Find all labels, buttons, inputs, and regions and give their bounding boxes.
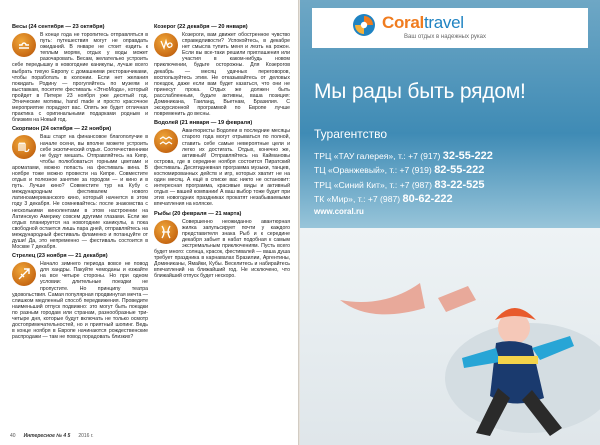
contact-number: 32-55-222 [442, 150, 493, 162]
snow-angel-photo [300, 228, 600, 445]
magazine-title: Интересное № 4 5 [23, 433, 71, 439]
entry-title: Водолей (21 января — 19 февраля) [154, 120, 253, 127]
entry-body: В конце года не торопитесь отправляться в путь: путешествия могут не оправдать ожиданий. В январе не стоит ездить к теплым морям, отдых у воды может разочаровать. Весам, желательно устроить себе передышку в новогодние каникулы, лучше всего выбрать тихую Европу с домашними ресторанчиками, чтобы поработать в колонии. Если нет желания покидать Родину — прогуляйтесь по музеям и выставкам, посетите фестиваль «ЭтноМода», который пройдет в Питере 23 ноября уже десятый год. Этнические мотивы, hand made и просто красочное мероприятие порадуют вас. Опять же будет отличная практика с оригинальными подарками родным и близким на Новый год. [12, 32, 148, 124]
contact-line [314, 163, 596, 177]
contact-line [314, 149, 596, 163]
entry-sagittarius [12, 253, 148, 340]
entry-libra [12, 24, 148, 123]
libra-sign-icon [12, 33, 36, 57]
pisces-sign-icon [154, 220, 178, 244]
ad-headline: Мы рады быть рядом! [314, 80, 526, 103]
entry-body: Козероги, вам движет обостренное чувство справедливости? Успокойтесь, в декабре нет смысла тупить меня и лезть на рожон. Если вы все-таки решили приглашения или участия в каком-нибудь новом приключении, будьте осторожны. Для Козерогов декабрь — месяц удачных переговоров, воспользуйтесь этим. Не отказывайтесь от деловых поездок, даже если вам будет казаться, что они не принесут прока. Отдых же должен быть расслабленным, будьте активны, ваша позиция: Доминикана, Таиланд, Вьетнам, Бразилия. С экскурсионной программой по Европе лучше повременить до весны. [154, 32, 290, 118]
coral-logo-icon [352, 13, 376, 37]
entry-body: Авантюристы Водолеи в последние месяцы старого года могут отрываться по полной, ставить себе самые невероятные цели и легко их достигать. Отдых, конечно же, активный! Отправляйтесь на Каймановы острова, где в середине ноября состоится Пиратский фестиваль. Десятидневная программа музыки, танцев, костюмированных действ и игр, которых хватит не на один месяц. А ещё в списке вас никто не остановит: интересная программа, красивые виды и активный отдых — вашей компании! А ваш выбор тоже будет при этих новогодних праздниках прокатят незабываемыми впечатления на коляске. [154, 128, 290, 208]
entry-pisces [154, 211, 290, 280]
contact-label: ТРЦ «ТАУ галерея», т.: +7 (917) [314, 151, 441, 161]
brand-name-bold: Coral [382, 13, 424, 32]
contact-line [314, 178, 596, 192]
contact-number: 82-55-222 [434, 164, 485, 177]
entry-title: Скорпион (24 октября — 22 ноября) [12, 126, 112, 133]
contact-number: 83-22-525 [434, 178, 485, 191]
ad-website: www.coral.ru [314, 207, 364, 216]
contact-line [314, 192, 596, 206]
entry-body: Ваш старт на финансовое благополучие в начале осени, вы вполне можете устроить себе экзотический отдых. Соотечественники не будут мешать. Отправляйтесь на Кипр, чтобы полюбоваться горными цветами и ароматами, можно попасть на фестиваль вина. В ноябре тоже можно провести на Кипре. Совместите отдых и полезное занятие за городом — и кино и в путь. Лучше кино? Совместите тур на Кубу с международным фестивалем нового латиноамериканского кино, который начнется в этом году 3 декабря. Не сомневайтесь: после знакомства с несколькими кинолентами в этом настроении на Латинскую Америку совсем другими глазами. Если же отдых планируется на новогодние каникулы, а пока свободной остается лишь пара дней, отправляйтесь на международный фестиваль фламенко и потанцуйте от души! Да, это непременно — фестиваль состоится в Москве 7 декабря. [12, 134, 148, 251]
entry-body: Совершенно неожиданно авантюрная жилка запульсирует почти у каждого представителя знака Рыб и к середине декабря забьет в набат подобная к самым экстремальным приключениям. Пусть всего будет много: солнца, красок, фестивалей — ваша душа требует праздника в карнавалах Бразилии, Аргентины, Доминиканы, Ямайки, Кубы. Веселитесь и набирайтесь впечатлений на ближайший год. Не исключено, что ближайший отпуск будет нескоро. [154, 218, 290, 280]
entry-aquarius [154, 120, 290, 207]
brand-name [382, 14, 464, 32]
brand-logo-bar [312, 8, 588, 48]
coral-travel-ad [300, 0, 600, 445]
entry-title: Весы (24 сентября — 23 октября) [12, 24, 105, 30]
contact-label: ТК «Мир», т.: +7 (987) [314, 194, 401, 205]
agency-contacts [314, 149, 596, 207]
horoscope-columns [12, 24, 290, 428]
entry-title: Стрелец (23 ноября — 21 декабря) [12, 253, 108, 260]
entry-scorpio [12, 126, 148, 250]
capricorn-sign-icon [154, 33, 178, 57]
entry-title: Рыбы (20 февраля — 21 марта) [154, 210, 242, 217]
page-footer [10, 433, 93, 439]
contact-label: ТЦ «Оранжевый», т.: +7 (919) [314, 165, 432, 176]
entry-body: Начало зимнего периода вовсе не повод для хандры. Пакуйте чемоданы и езжайте на все четыре стороны. Но при одном условии: длительные поездки не пропустите. Но принципу театра удовольствия. Самая популярная продвинутая мечта — слишком медленный способ передвижения. Проведите наименьший отпуск подвижно: это могут быть поездки по разным городам или странам, разнообразные три-четыре дня, которые будут включать не только осмотр достопримечательностей, но и приятный шопинг. Ведь в конце ноября в Европе начинаются рождественские распродажи — там не повод порадовать близких? [12, 261, 148, 341]
brand-name-light: travel [423, 13, 464, 32]
magazine-year: 2016 г. [78, 433, 94, 439]
ad-subhead: Турагентство [314, 127, 388, 141]
horoscope-page [0, 0, 298, 445]
contact-label: ТРЦ «Синий Кит», т.: +7 (987) [314, 179, 432, 190]
entry-title: Козерог (22 декабря — 20 января) [154, 24, 248, 30]
entry-capricorn [154, 24, 290, 117]
horoscope-column-1 [12, 24, 148, 428]
page-number: 40 [10, 433, 16, 439]
horoscope-column-2 [154, 24, 290, 428]
sagittarius-sign-icon [12, 262, 36, 286]
contact-number: 80-62-222 [402, 193, 453, 206]
brand-tagline: Ваш отдых в надежных руках [404, 34, 486, 40]
